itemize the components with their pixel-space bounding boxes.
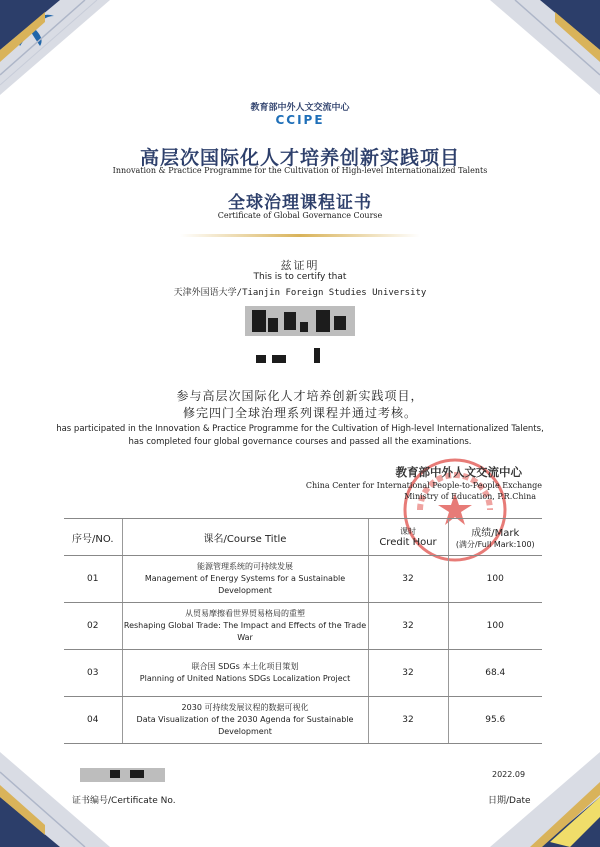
programme-title-en: Innovation & Practice Programme for the Cultivation of High-level Internationalized Talents: [112, 166, 488, 175]
date-value: 2022.09: [492, 770, 526, 779]
header-mark: [448, 519, 542, 556]
row-title-en: Reshaping Global Trade: The Impact and Effects of the Trade War: [123, 621, 367, 642]
row-hours: 32: [368, 603, 448, 650]
top-left-corner-decoration: [0, 0, 140, 110]
bottom-left-corner-decoration: [0, 737, 140, 847]
row-mark: 100: [448, 556, 542, 603]
statement-cn-line1: 参与高层次国际化人才培养创新实践项目，: [176, 389, 424, 403]
row-title-cn: 从贸易摩擦看世界贸易格局的重塑: [185, 609, 305, 618]
row-mark: 95.6: [448, 697, 542, 744]
certify-en: This is to certify that: [253, 272, 347, 282]
row-mark: 68.4: [448, 650, 542, 697]
top-right-corner-decoration: [460, 0, 600, 110]
row-title-cn: 2030 可持续发展议程的数据可视化: [181, 703, 309, 712]
header-mark-full: (满分/Full Mark:100): [455, 540, 535, 549]
row-title-cn: 能源管理系统的可持续发展: [197, 562, 293, 571]
table-row: [64, 697, 542, 744]
certify-cn: 兹证明: [280, 259, 320, 272]
header-mark-cn: 成绩/Mark: [471, 528, 520, 539]
course-table: [64, 518, 542, 744]
university-name: 天津外国语大学/Tianjin Foreign Studies University: [173, 288, 427, 298]
programme-title-cn: 高层次国际化人才培养创新实践项目: [139, 147, 460, 169]
date-label: 日期/Date: [488, 796, 531, 806]
gold-divider: [180, 233, 420, 239]
header-no: 序号/NO.: [64, 519, 122, 556]
org-abbreviation: CCIPE: [275, 113, 325, 127]
row-title: [122, 556, 368, 603]
row-title: [122, 650, 368, 697]
row-title-en: Data Visualization of the 2030 Agenda for Sustainable: [136, 715, 354, 724]
header-credit-en: Credit Hour: [379, 537, 437, 548]
header-course-title: 课名/Course Title: [122, 519, 368, 556]
table-header-row: [64, 519, 542, 556]
row-no: 01: [64, 556, 122, 603]
row-mark: 100: [448, 603, 542, 650]
table-row: [64, 556, 542, 603]
certificate-title-en: Certificate of Global Governance Course: [217, 211, 383, 220]
statement-cn-line2: 修完四门全球治理系列课程并通过考核。: [182, 406, 417, 420]
bottom-right-corner-decoration: [460, 737, 600, 847]
row-title-cn: 联合国 SDGs 本土化项目策划: [191, 662, 299, 671]
row-title-en: Planning of United Nations SDGs Localization Project: [139, 674, 351, 683]
row-title-en: Management of Energy Systems for a Sustainable Development: [144, 574, 346, 595]
table-row: [64, 603, 542, 650]
certificate-number-label: 证书编号/Certificate No.: [72, 796, 176, 806]
row-title: [122, 603, 368, 650]
statement-en-line1: has participated in the Innovation & Practice Programme for the Cultivation of High-level Internationalized Talents,: [56, 424, 544, 434]
row-hours: 32: [368, 650, 448, 697]
certificate-title-cn: 全球治理课程证书: [228, 193, 372, 213]
statement-en-line2: has completed four global governance courses and passed all the examinations.: [128, 437, 472, 447]
row-no: 02: [64, 603, 122, 650]
header-credit-cn: 课时: [400, 527, 416, 536]
org-name-cn: 教育部中外人文交流中心: [250, 103, 350, 113]
row-title: [122, 697, 368, 744]
row-no: 03: [64, 650, 122, 697]
header-credit-hour: [368, 519, 448, 556]
row-hours: 32: [368, 556, 448, 603]
issuer-name-en-line2: Ministry of Education, P.R.China: [404, 492, 536, 501]
table-row: [64, 650, 542, 697]
row-hours: 32: [368, 697, 448, 744]
issuer-name-cn: 教育部中外人文交流中心: [395, 465, 522, 479]
row-no: 04: [64, 697, 122, 744]
row-title-en-line2: Development: [218, 727, 272, 736]
issuer-name-en-line1: China Center for International People-to-People Exchange: [305, 481, 542, 490]
